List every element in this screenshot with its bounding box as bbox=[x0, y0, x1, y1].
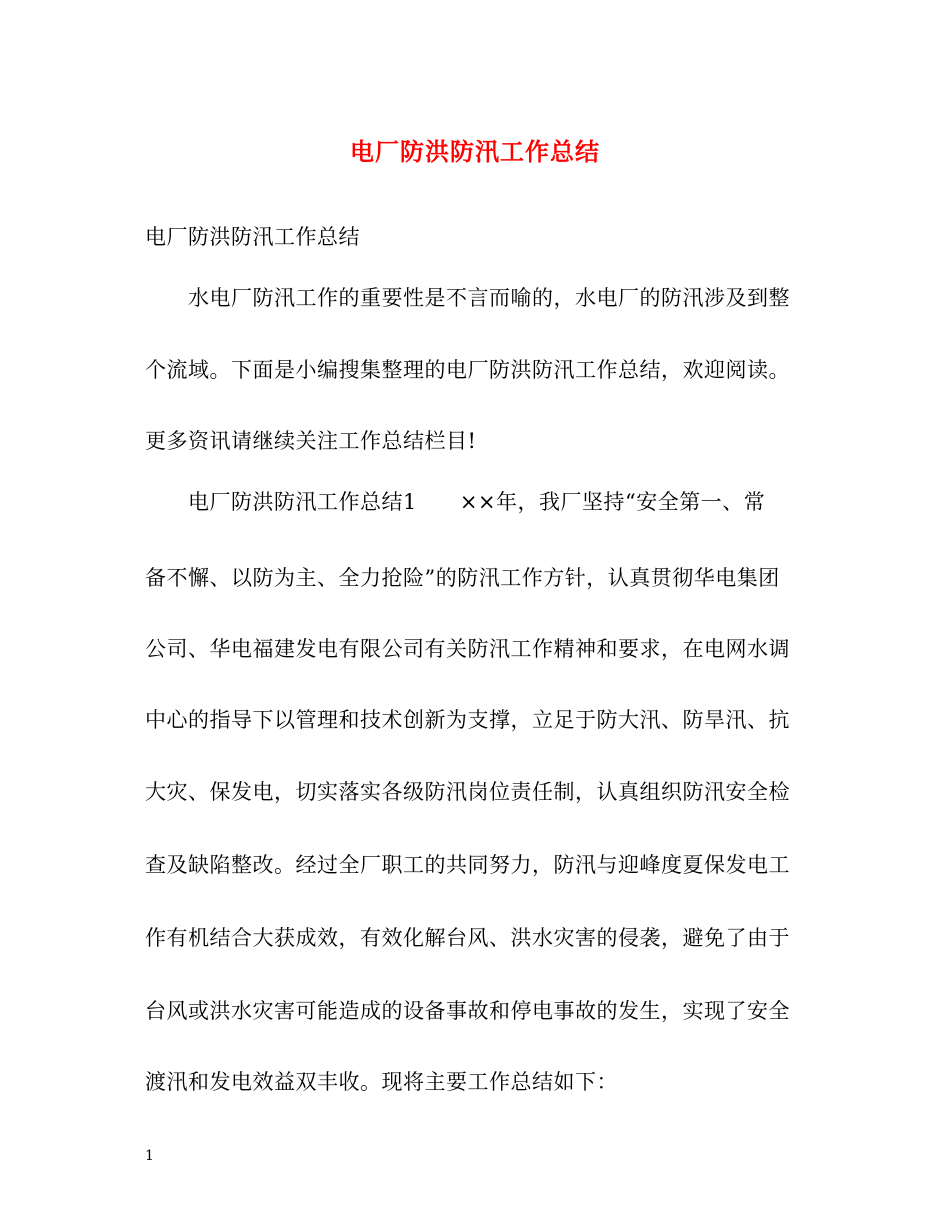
page-number: 1 bbox=[145, 1148, 154, 1164]
body-line: 更多资讯请继续关注工作总结栏目! bbox=[145, 429, 477, 453]
body-line: 水电厂防汛工作的重要性是不言而喻的，水电厂的防汛涉及到整 bbox=[145, 286, 790, 310]
body-line: 公司、华电福建发电有限公司有关防汛工作精神和要求，在电网水调 bbox=[145, 637, 790, 661]
body-line: 个流域。下面是小编搜集整理的电厂防洪防汛工作总结，欢迎阅读。 bbox=[145, 358, 790, 382]
body-line: 渡汛和发电效益双丰收。现将主要工作总结如下： bbox=[145, 1070, 618, 1094]
body-line: 电厂防洪防汛工作总结1 ××年，我厂坚持“安全第一、常 bbox=[145, 490, 766, 514]
body-line: 中心的指导下以管理和技术创新为支撑，立足于防大汛、防旱汛、抗 bbox=[145, 708, 790, 732]
body-line: 大灾、保发电，切实落实各级防汛岗位责任制，认真组织防汛安全检 bbox=[145, 780, 790, 804]
document-title: 电厂防洪防汛工作总结 bbox=[350, 137, 600, 166]
body-line: 查及缺陷整改。经过全厂职工的共同努力，防汛与迎峰度夏保发电工 bbox=[145, 853, 790, 877]
body-line: 台风或洪水灾害可能造成的设备事故和停电事故的发生，实现了安全 bbox=[145, 999, 790, 1023]
body-line: 备不懈、以防为主、全力抢险”的防汛工作方针，认真贯彻华电集团 bbox=[145, 566, 780, 590]
body-line: 作有机结合大获成效，有效化解台风、洪水灾害的侵袭，避免了由于 bbox=[145, 926, 790, 950]
subtitle-line: 电厂防洪防汛工作总结 bbox=[145, 225, 360, 249]
